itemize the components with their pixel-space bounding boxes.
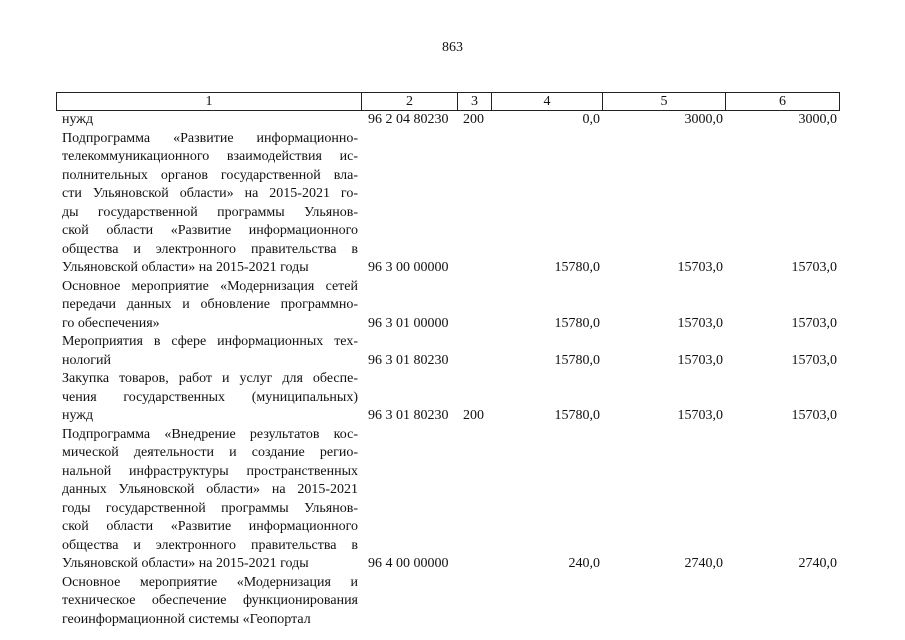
row-code: 96 2 04 80230	[368, 112, 449, 127]
row-name-line: ской области «Развитие информационного	[62, 519, 358, 534]
row-code: 96 3 00 00000	[368, 260, 449, 275]
row-code: 96 4 00 00000	[368, 556, 449, 571]
row-name-line: мической деятельности и создание регио-	[62, 445, 358, 460]
row-code: 96 3 01 00000	[368, 315, 449, 331]
row-value-col5: 2740,0	[684, 556, 723, 571]
page-number: 863	[442, 40, 463, 55]
row-name	[62, 333, 358, 370]
row-value-col4: 15780,0	[554, 352, 600, 368]
row-name	[62, 278, 358, 334]
row-name-line: нологий	[62, 352, 112, 368]
row-value-col6: 3000,0	[798, 112, 837, 127]
row-name-line: техническое обеспечение функционирования	[62, 593, 358, 608]
row-name-line: ды государственной программы Ульянов-	[62, 204, 358, 220]
row-code: 96 3 01 80230	[368, 352, 449, 368]
row-value-col6: 15703,0	[791, 352, 837, 368]
row-value-col4: 240,0	[568, 556, 600, 571]
row-name-line: телекоммуникационного взаимодействия ис-	[62, 149, 358, 164]
column-header-4: 4	[492, 93, 603, 111]
row-name-line: Мероприятия в сфере информационных тех-	[62, 334, 358, 349]
row-value-col5: 15703,0	[677, 315, 723, 331]
row-name-line: полнительных органов государственной вла-	[62, 167, 358, 183]
row-name-line: чения государственных (муниципальных)	[62, 389, 358, 405]
row-name	[62, 111, 358, 130]
row-name-line: ской области «Развитие информационного	[62, 223, 358, 238]
row-expense-type: 200	[463, 408, 484, 423]
row-value-col4: 15780,0	[554, 260, 600, 275]
row-name	[62, 130, 358, 278]
row-value-col6: 2740,0	[798, 556, 837, 571]
row-name-line: Подпрограмма «Внедрение результатов кос-	[62, 426, 358, 442]
row-name-line: нальной инфраструктуры пространственных	[62, 463, 358, 479]
row-name-line: общества и электронного правительства в	[62, 537, 358, 553]
column-header-1: 1	[57, 93, 362, 111]
row-name-line: геоинформационной системы «Геопортал	[62, 611, 311, 627]
column-header-3: 3	[458, 93, 492, 111]
row-name-line: общества и электронного правительства в	[62, 241, 358, 257]
row-name-line: Закупка товаров, работ и услуг для обеспе-	[62, 371, 358, 386]
column-header-6: 6	[726, 93, 840, 111]
row-name	[62, 370, 358, 426]
row-value-col6: 15703,0	[791, 315, 837, 331]
row-name-line: Основное мероприятие «Модернизация сетей	[62, 278, 358, 294]
row-name	[62, 574, 358, 630]
row-value-col5: 15703,0	[677, 260, 723, 275]
row-expense-type: 200	[463, 112, 484, 127]
row-name-line: нужд	[62, 408, 94, 423]
row-value-col5: 3000,0	[684, 112, 723, 127]
row-value-col5: 15703,0	[677, 352, 723, 368]
row-name-line: Подпрограмма «Развитие информационно-	[62, 130, 358, 146]
row-name-line: нужд	[62, 112, 94, 127]
row-name-line: передачи данных и обновление программно-	[62, 297, 358, 312]
row-value-col6: 15703,0	[791, 408, 837, 423]
row-name-line: го обеспечения»	[62, 315, 160, 331]
column-header-2: 2	[362, 93, 458, 111]
row-value-col4: 15780,0	[554, 408, 600, 423]
row-name-line: Ульяновской области» на 2015-2021 годы	[62, 260, 309, 275]
row-name	[62, 426, 358, 574]
row-name-line: сти Ульяновской области» на 2015-2021 го-	[62, 186, 358, 201]
row-name-line: данных Ульяновской области» на 2015-2021	[62, 482, 358, 497]
column-header-5: 5	[603, 93, 726, 111]
row-value-col6: 15703,0	[791, 260, 837, 275]
row-name-line: годы государственной программы Ульянов-	[62, 500, 358, 516]
row-name-line: Ульяновской области» на 2015-2021 годы	[62, 556, 309, 571]
row-value-col4: 15780,0	[554, 315, 600, 331]
row-name-line: Основное мероприятие «Модернизация и	[62, 574, 358, 590]
row-value-col4: 0,0	[582, 112, 600, 127]
row-value-col5: 15703,0	[677, 408, 723, 423]
row-code: 96 3 01 80230	[368, 408, 449, 423]
